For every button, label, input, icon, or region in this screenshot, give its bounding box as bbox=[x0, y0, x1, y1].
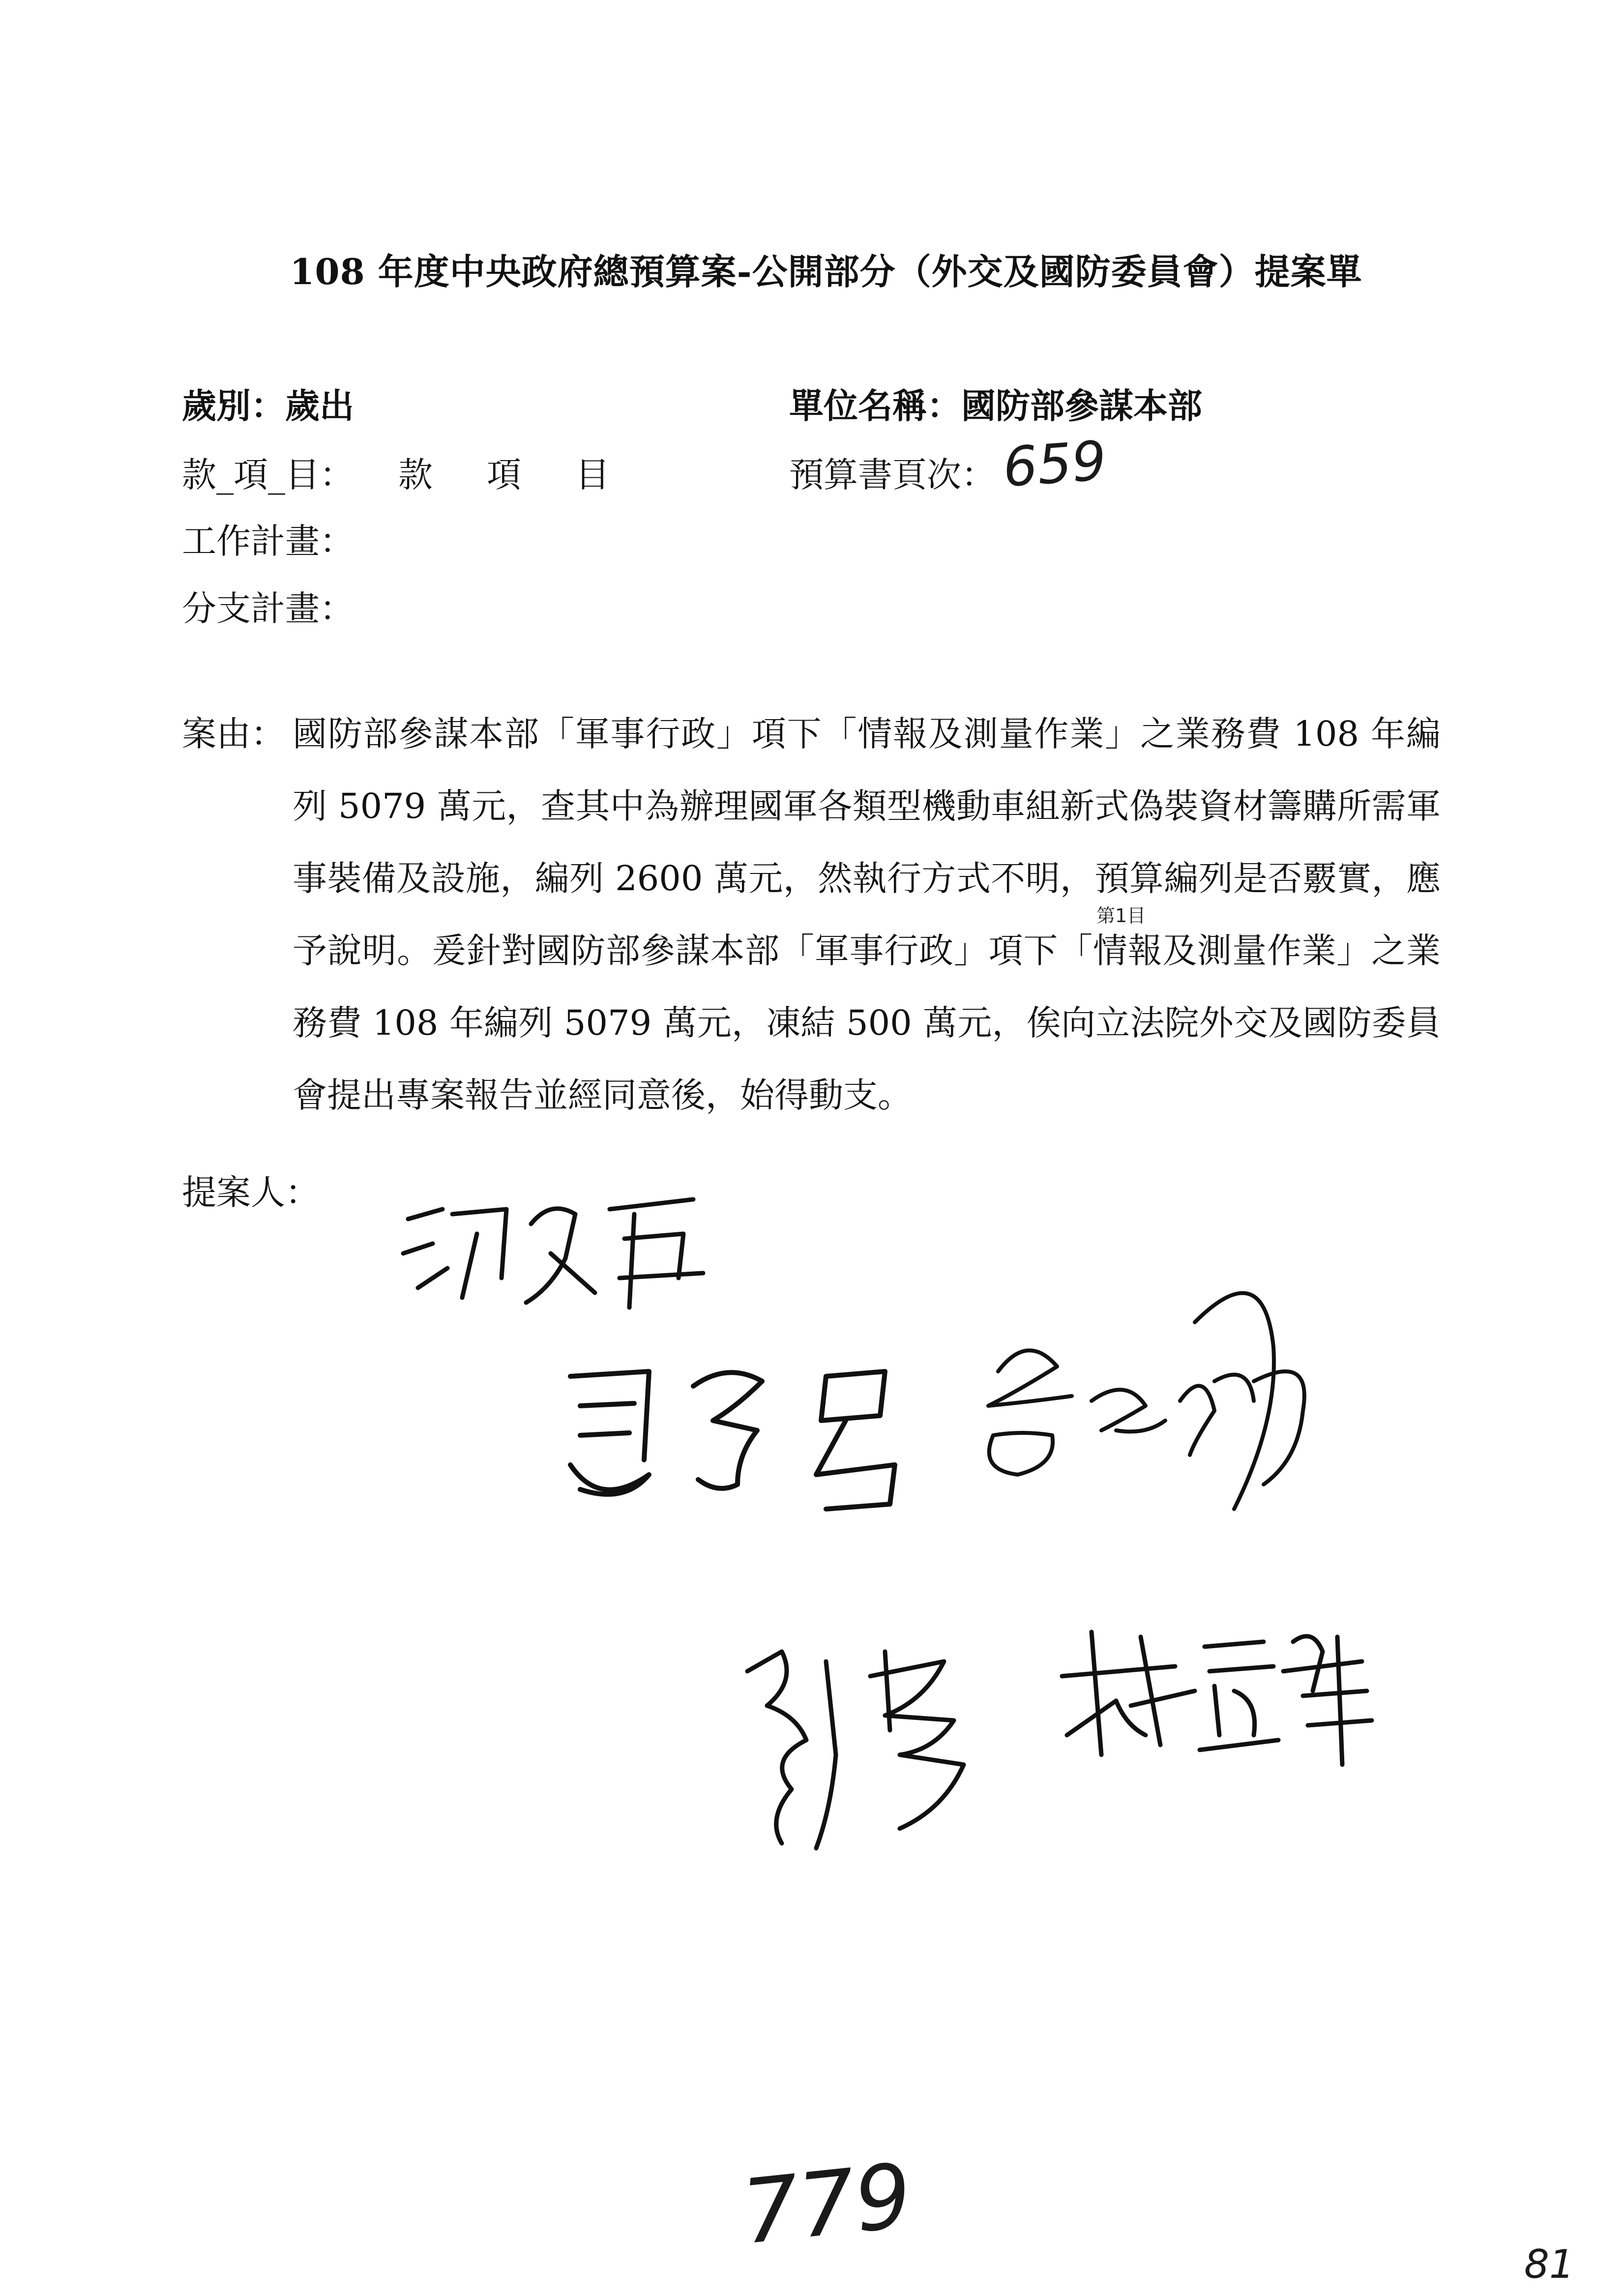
signature-2 bbox=[551, 1347, 954, 1534]
item-label: 款_項_目： bbox=[182, 455, 354, 495]
item-field bbox=[182, 447, 664, 497]
category-label: 歲別： bbox=[182, 385, 285, 426]
budget-page-value: 659 bbox=[1001, 429, 1109, 499]
corner-page-number: 81 bbox=[1524, 2241, 1574, 2287]
handwritten-insert-note: 第1目 bbox=[1096, 905, 1146, 927]
work-plan-label: 工作計畫： bbox=[182, 521, 354, 561]
sub-plan-field bbox=[182, 581, 354, 631]
budget-page-label: 預算書頁次： bbox=[789, 455, 996, 495]
unit-value: 國防部參謀本部 bbox=[961, 385, 1202, 426]
case-section bbox=[182, 698, 1441, 1132]
sub-plan-label: 分支計畫： bbox=[182, 588, 354, 629]
signature-4 bbox=[738, 1632, 1023, 1863]
budget-page-field bbox=[789, 447, 996, 497]
signature-1 bbox=[388, 1180, 733, 1327]
category-field bbox=[182, 378, 354, 428]
unit-field bbox=[789, 378, 1202, 428]
case-text: 國防部參謀本部「軍事行政」項下「情報及測量作業」之業務費 108 年編列 5079 萬元，查其中為辦理國軍各類型機動車組新式偽裝資材籌購所需軍事裝備及設施，編列 2600 萬元，然執行方式不明，預算編列是否覈實，應予說明。爰針對國防部參謀本部「軍事行政」項下「情報及測量作業」之業務費 108 年編列 5079 萬元，凍結 500 萬元，俟向立法院外交及國防委員會提出專案報告並經同意後，始得動支。 bbox=[293, 714, 1441, 1115]
document-title: 108 年度中央政府總預算案-公開部分（外交及國防委員會）提案單 bbox=[290, 251, 1362, 292]
handwritten-page-number: 779 bbox=[738, 2144, 916, 2265]
proposer-label: 提案人： bbox=[182, 1172, 320, 1213]
category-value: 歲出 bbox=[285, 385, 354, 426]
work-plan-field bbox=[182, 514, 354, 563]
signature-5 bbox=[1047, 1607, 1382, 1784]
unit-label: 單位名稱： bbox=[789, 385, 961, 426]
case-label: 案由： bbox=[182, 714, 285, 754]
item-value: 款項目 bbox=[398, 455, 664, 495]
signature-3 bbox=[959, 1273, 1367, 1543]
